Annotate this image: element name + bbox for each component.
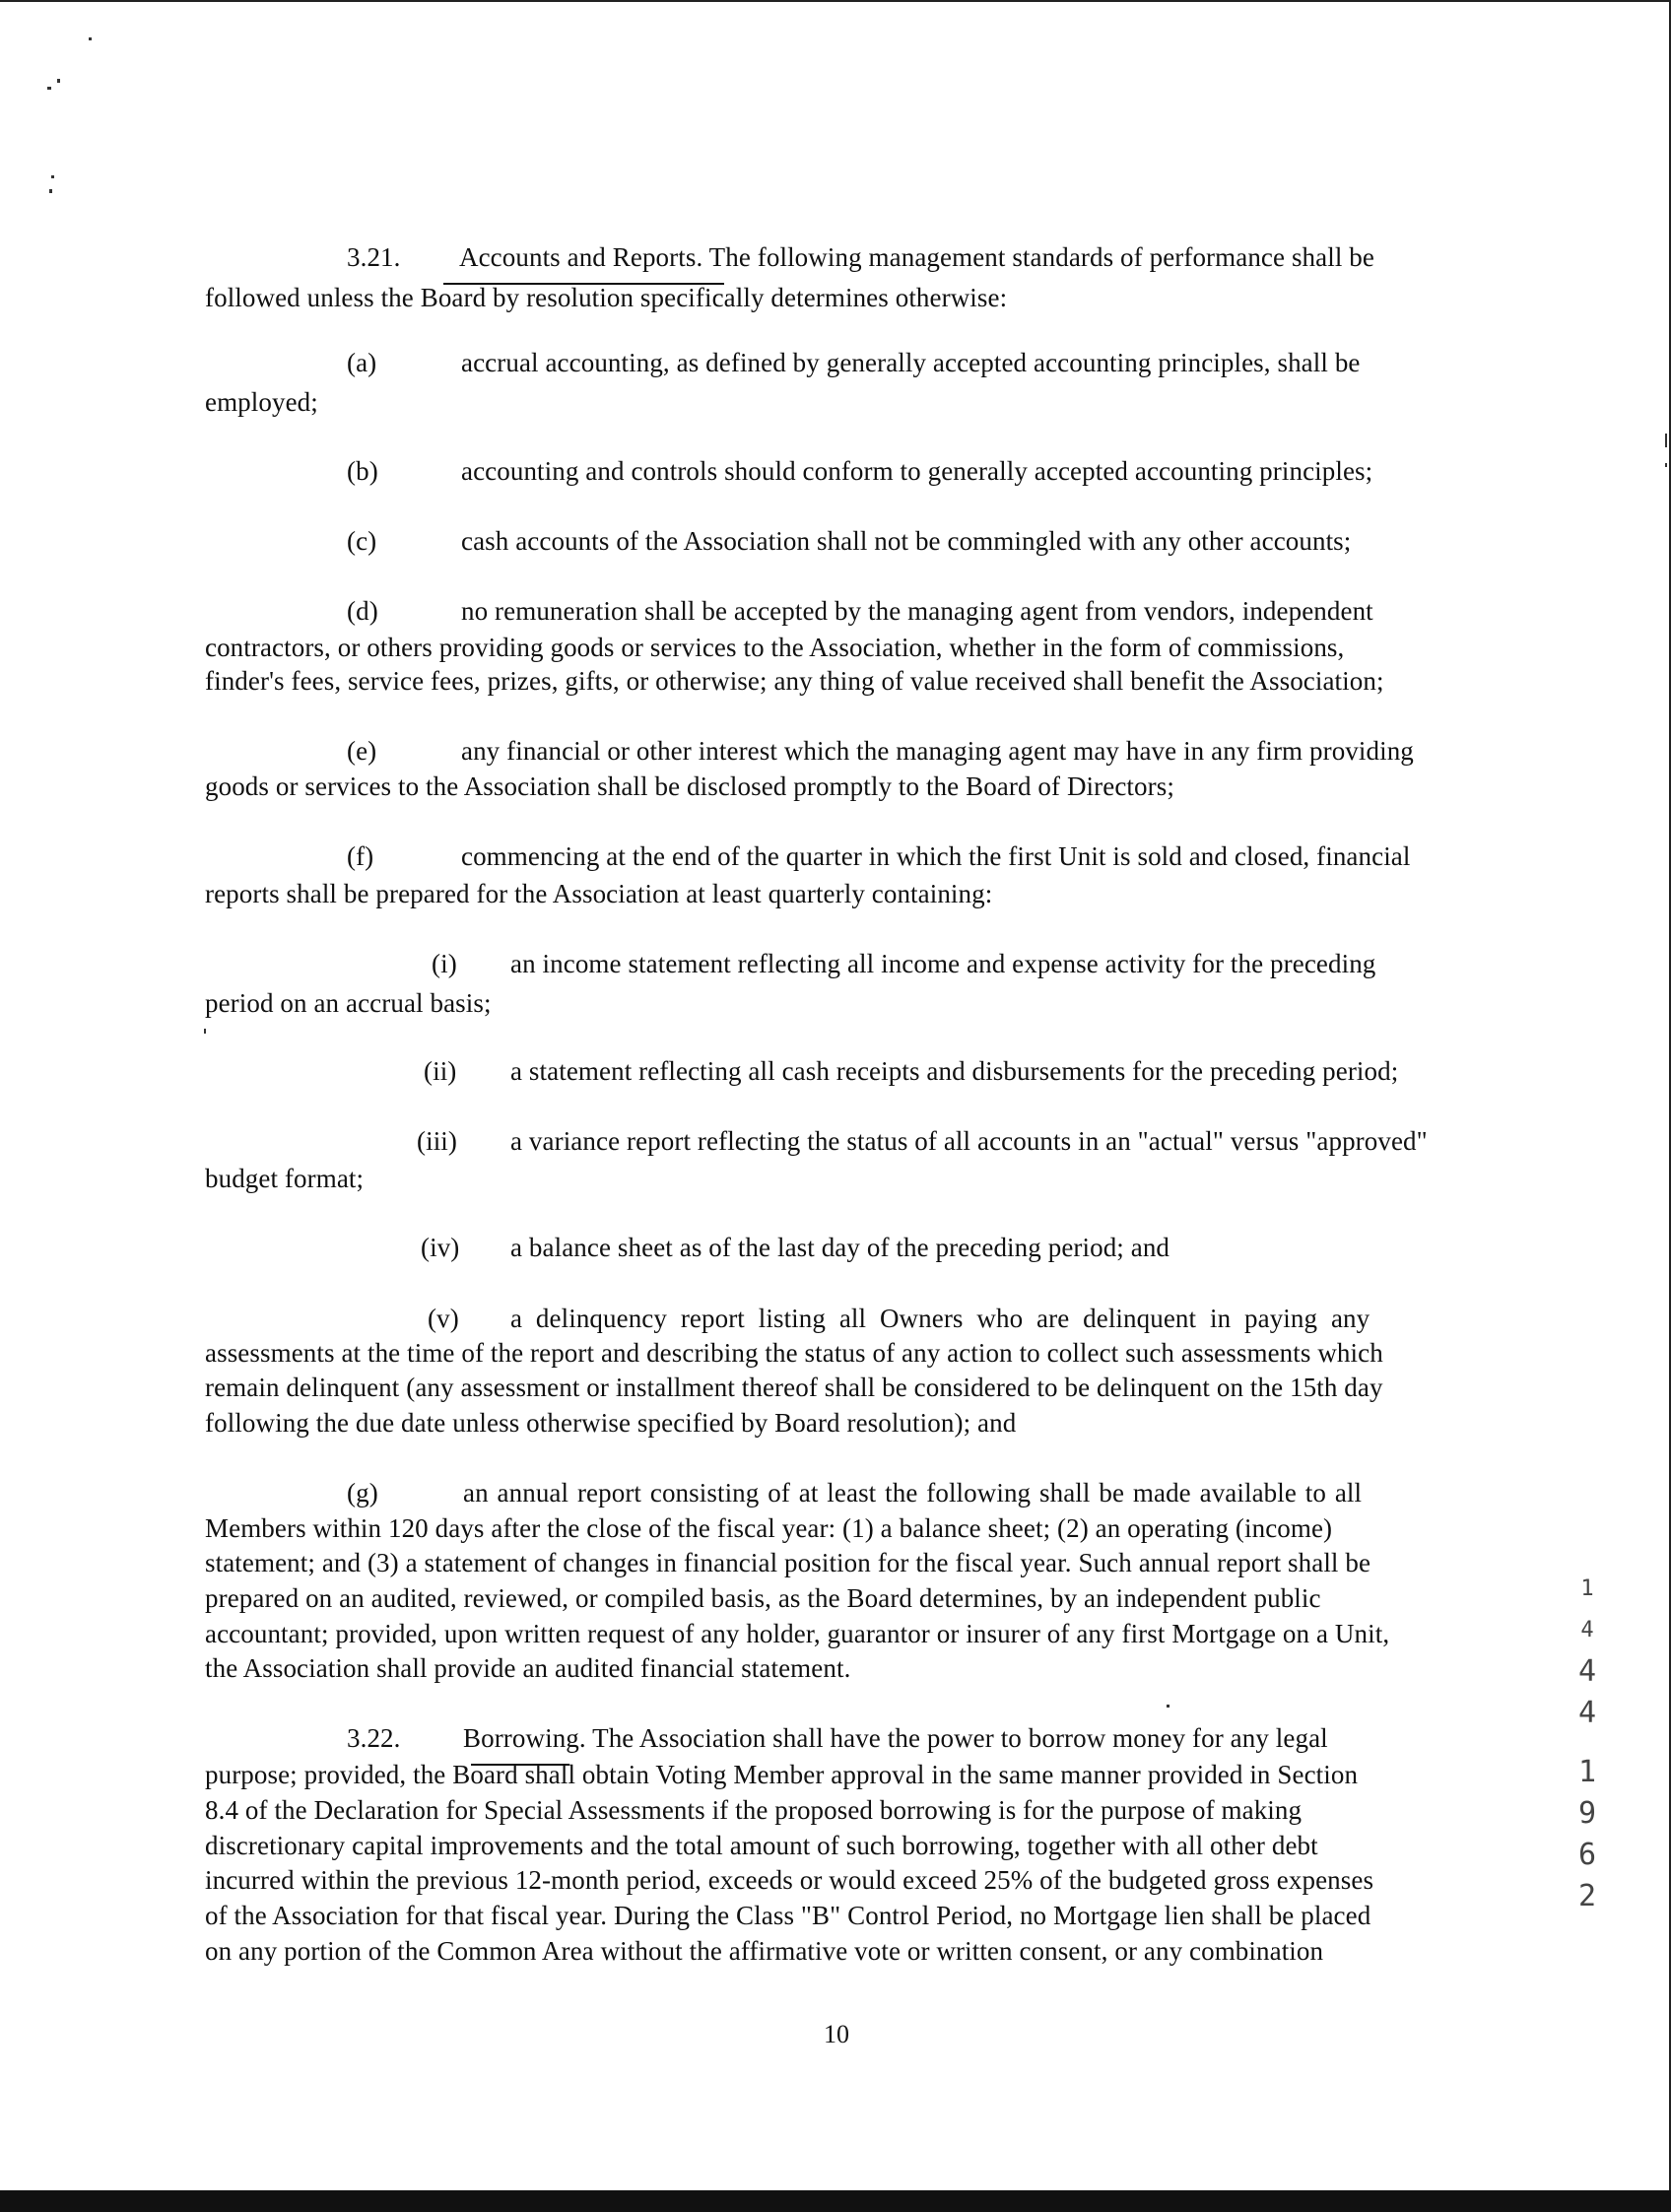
scan-speck [1665, 434, 1667, 447]
item-label: (a) [347, 348, 377, 377]
section-text: Borrowing. The Association shall have the power to borrow money for any legal [463, 1723, 1328, 1753]
item-e-line [347, 735, 1414, 767]
item-d-line [347, 595, 1373, 627]
item-g-line: statement; and (3) a statement of changes in financial position for the fiscal year. Such annual report shall be [205, 1548, 1371, 1577]
item-b-line [347, 455, 1372, 487]
item-label: (f) [347, 841, 374, 871]
item-text: accounting and controls should conform to generally accepted accounting principles; [461, 456, 1373, 486]
section-number: 3.21. [347, 242, 401, 272]
item-g-line: the Association shall provide an audited financial statement. [205, 1653, 851, 1683]
subitem-label: (ii) [424, 1056, 457, 1086]
scan-speck [51, 175, 54, 178]
item-e-line: goods or services to the Association shall be disclosed promptly to the Board of Directors; [205, 771, 1174, 801]
section-3-22-line: incurred within the previous 12-month period, exceeds or would exceed 25% of the budgeted gross expenses [205, 1865, 1374, 1895]
item-text: any financial or other interest which the managing agent may have in any firm providing [461, 736, 1414, 766]
subitem-text: a statement reflecting all cash receipts and disbursements for the preceding period; [510, 1056, 1399, 1086]
section-3-22-line: purpose; provided, the Board shall obtain Voting Member approval in the same manner provided in Section [205, 1760, 1359, 1789]
section-3-21-heading-line [347, 241, 1374, 273]
scan-speck [49, 189, 52, 193]
subitem-text: a delinquency report listing all Owners who are delinquent in paying any [510, 1304, 1370, 1333]
bates-digit: 1 [1577, 1755, 1597, 1789]
bates-digit: 4 [1577, 1654, 1597, 1689]
item-f-line [347, 840, 1410, 872]
subitem-label: (v) [428, 1304, 459, 1333]
scan-speck [57, 79, 60, 83]
bates-stamp [1574, 1569, 1600, 1917]
section-text: Accounts and Reports. The following management standards of performance shall be [459, 242, 1374, 272]
subitem-ii-line [424, 1055, 1398, 1087]
bates-digit: 2 [1577, 1879, 1597, 1913]
subitem-label: (iii) [417, 1126, 457, 1156]
page-number: 10 [824, 2020, 849, 2048]
subitem-label: (i) [432, 949, 457, 978]
section-3-22-line: on any portion of the Common Area without the affirmative vote or written consent, or any combination [205, 1936, 1324, 1966]
item-g-line: Members within 120 days after the close of the fiscal year: (1) a balance sheet; (2) an operating (income) [205, 1513, 1333, 1543]
item-label: (b) [347, 456, 378, 486]
bates-digit: 4 [1577, 1696, 1597, 1730]
item-f-line: reports shall be prepared for the Association at least quarterly containing: [205, 879, 993, 908]
item-label: (g) [347, 1478, 378, 1508]
item-d-line: finder's fees, service fees, prizes, gifts, or otherwise; any thing of value received shall benefit the Association; [205, 666, 1384, 696]
section-3-22-heading-line [347, 1722, 1328, 1754]
item-g-line: prepared on an audited, reviewed, or compiled basis, as the Board determines, by an independent public [205, 1583, 1321, 1613]
item-a-line [347, 347, 1361, 378]
item-text: cash accounts of the Association shall not be commingled with any other accounts; [461, 526, 1352, 556]
subitem-text: an income statement reflecting all income and expense activity for the preceding [510, 949, 1376, 978]
scan-speck [89, 37, 92, 40]
section-number: 3.22. [347, 1723, 401, 1753]
subitem-iii-line: budget format; [205, 1164, 365, 1193]
scan-speck [1665, 463, 1667, 467]
section-3-21-line: followed unless the Board by resolution specifically determines otherwise: [205, 283, 1008, 312]
item-label: (d) [347, 596, 378, 626]
item-text: commencing at the end of the quarter in which the first Unit is sold and closed, financial [461, 841, 1411, 871]
item-a-line: employed; [205, 387, 318, 417]
subitem-v-line: following the due date unless otherwise specified by Board resolution); and [205, 1408, 1017, 1438]
item-c-line [347, 525, 1351, 557]
subitem-v-line: assessments at the time of the report and describing the status of any action to collect such assessments which [205, 1338, 1383, 1368]
section-3-22-line: discretionary capital improvements and the total amount of such borrowing, together with all other debt [205, 1831, 1318, 1860]
item-text: an annual report consisting of at least the following shall be made available to all [463, 1478, 1363, 1508]
item-label: (c) [347, 526, 377, 556]
subitem-text: a variance report reflecting the status of all accounts in an "actual" versus "approved" [510, 1126, 1428, 1156]
scan-speck [204, 1029, 206, 1034]
subitem-v-line: remain delinquent (any assessment or installment thereof shall be considered to be delinquent on the 15th day [205, 1373, 1383, 1402]
item-g-line [347, 1477, 1362, 1508]
subitem-i-line: period on an accrual basis; [205, 988, 492, 1018]
scan-speck [47, 87, 51, 90]
subitem-iii-line [417, 1125, 1428, 1157]
scan-speck [1167, 1705, 1170, 1708]
bates-digit: 4 [1580, 1618, 1594, 1642]
scan-border-top [0, 0, 1671, 2]
scan-border-bottom [0, 2190, 1671, 2212]
item-label: (e) [347, 736, 377, 766]
bates-digit: 1 [1580, 1576, 1594, 1601]
subitem-text: a balance sheet as of the last day of the preceding period; and [510, 1233, 1170, 1262]
item-text: accrual accounting, as defined by generally accepted accounting principles, shall be [461, 348, 1361, 377]
subitem-iv-line [421, 1232, 1170, 1263]
item-d-line: contractors, or others providing goods or services to the Association, whether in the form of commissions, [205, 633, 1345, 662]
subitem-v-line [428, 1303, 1370, 1334]
bates-digit: 9 [1577, 1796, 1597, 1831]
section-3-22-line: of the Association for that fiscal year. During the Class "B" Control Period, no Mortgage lien shall be placed [205, 1901, 1371, 1930]
subitem-label: (iv) [421, 1233, 460, 1262]
item-text: no remuneration shall be accepted by the managing agent from vendors, independent [461, 596, 1373, 626]
bates-digit: 6 [1577, 1838, 1597, 1872]
item-g-line: accountant; provided, upon written request of any holder, guarantor or insurer of any first Mortgage on a Unit, [205, 1619, 1390, 1648]
subitem-i-line [432, 948, 1375, 979]
section-3-22-line: 8.4 of the Declaration for Special Assessments if the proposed borrowing is for the purpose of making [205, 1795, 1303, 1825]
